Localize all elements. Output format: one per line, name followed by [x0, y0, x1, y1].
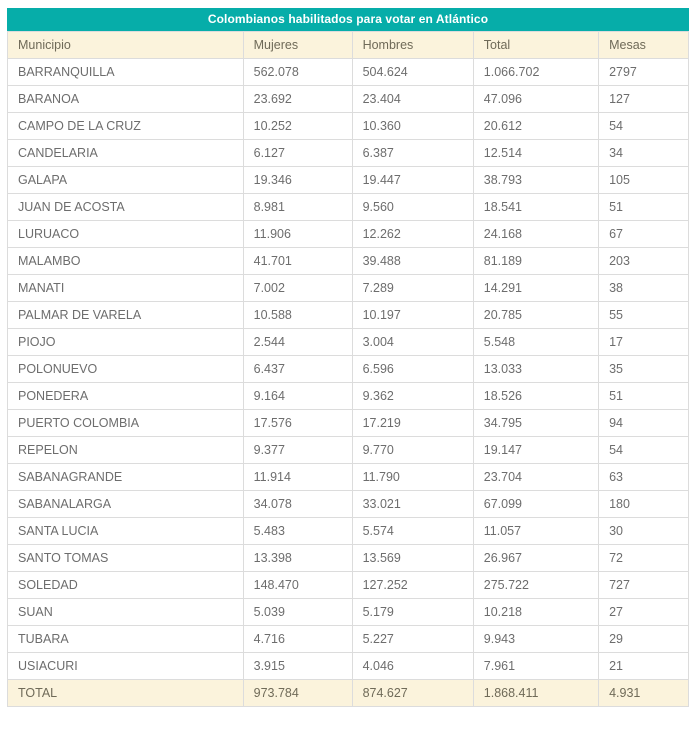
cell-hombres: 3.004 — [352, 329, 473, 356]
table-row — [8, 356, 689, 383]
cell-mesas: 21 — [599, 653, 689, 680]
cell-mujeres: 9.164 — [243, 383, 352, 410]
cell-mesas: 727 — [599, 572, 689, 599]
table-row — [8, 518, 689, 545]
total-cell-label: TOTAL — [8, 680, 244, 707]
cell-hombres: 6.596 — [352, 356, 473, 383]
cell-hombres: 127.252 — [352, 572, 473, 599]
cell-mujeres: 34.078 — [243, 491, 352, 518]
cell-total: 19.147 — [473, 437, 598, 464]
table-row — [8, 113, 689, 140]
cell-municipio: SABANAGRANDE — [8, 464, 244, 491]
cell-total: 9.943 — [473, 626, 598, 653]
cell-municipio: JUAN DE ACOSTA — [8, 194, 244, 221]
cell-mesas: 54 — [599, 113, 689, 140]
total-cell-mesas: 4.931 — [599, 680, 689, 707]
cell-municipio: SABANALARGA — [8, 491, 244, 518]
voter-table — [7, 31, 689, 707]
column-header-municipio: Municipio — [8, 32, 244, 59]
cell-mujeres: 23.692 — [243, 86, 352, 113]
cell-total: 47.096 — [473, 86, 598, 113]
cell-total: 5.548 — [473, 329, 598, 356]
cell-hombres: 5.574 — [352, 518, 473, 545]
table-row — [8, 545, 689, 572]
cell-total: 26.967 — [473, 545, 598, 572]
cell-hombres: 5.227 — [352, 626, 473, 653]
table-row — [8, 491, 689, 518]
cell-hombres: 39.488 — [352, 248, 473, 275]
cell-mesas: 127 — [599, 86, 689, 113]
column-header-mesas: Mesas — [599, 32, 689, 59]
cell-total: 24.168 — [473, 221, 598, 248]
cell-mesas: 34 — [599, 140, 689, 167]
table-row — [8, 626, 689, 653]
cell-total: 67.099 — [473, 491, 598, 518]
cell-hombres: 11.790 — [352, 464, 473, 491]
cell-hombres: 6.387 — [352, 140, 473, 167]
cell-mujeres: 41.701 — [243, 248, 352, 275]
cell-mujeres: 10.252 — [243, 113, 352, 140]
cell-mesas: 30 — [599, 518, 689, 545]
cell-mesas: 67 — [599, 221, 689, 248]
cell-total: 20.785 — [473, 302, 598, 329]
cell-municipio: TUBARA — [8, 626, 244, 653]
cell-mujeres: 17.576 — [243, 410, 352, 437]
table-row — [8, 653, 689, 680]
table-row — [8, 329, 689, 356]
cell-mujeres: 19.346 — [243, 167, 352, 194]
cell-municipio: CAMPO DE LA CRUZ — [8, 113, 244, 140]
total-cell-mujeres: 973.784 — [243, 680, 352, 707]
cell-hombres: 13.569 — [352, 545, 473, 572]
cell-mesas: 55 — [599, 302, 689, 329]
cell-total: 10.218 — [473, 599, 598, 626]
cell-mujeres: 9.377 — [243, 437, 352, 464]
cell-hombres: 33.021 — [352, 491, 473, 518]
table-row — [8, 248, 689, 275]
cell-hombres: 10.197 — [352, 302, 473, 329]
cell-municipio: PUERTO COLOMBIA — [8, 410, 244, 437]
cell-total: 20.612 — [473, 113, 598, 140]
cell-mujeres: 6.437 — [243, 356, 352, 383]
cell-hombres: 9.770 — [352, 437, 473, 464]
cell-municipio: MANATI — [8, 275, 244, 302]
table-row — [8, 599, 689, 626]
cell-municipio: SANTA LUCIA — [8, 518, 244, 545]
cell-municipio: CANDELARIA — [8, 140, 244, 167]
table-row — [8, 275, 689, 302]
cell-municipio: USIACURI — [8, 653, 244, 680]
cell-total: 34.795 — [473, 410, 598, 437]
cell-total: 11.057 — [473, 518, 598, 545]
cell-municipio: MALAMBO — [8, 248, 244, 275]
cell-mesas: 27 — [599, 599, 689, 626]
cell-total: 13.033 — [473, 356, 598, 383]
cell-mesas: 94 — [599, 410, 689, 437]
cell-mujeres: 562.078 — [243, 59, 352, 86]
cell-mesas: 105 — [599, 167, 689, 194]
table-row — [8, 167, 689, 194]
cell-mujeres: 2.544 — [243, 329, 352, 356]
table-row — [8, 194, 689, 221]
table-row — [8, 437, 689, 464]
cell-hombres: 504.624 — [352, 59, 473, 86]
cell-mesas: 51 — [599, 194, 689, 221]
column-header-hombres: Hombres — [352, 32, 473, 59]
cell-mujeres: 148.470 — [243, 572, 352, 599]
cell-mujeres: 4.716 — [243, 626, 352, 653]
total-row — [8, 680, 689, 707]
header-row — [8, 32, 689, 59]
cell-total: 12.514 — [473, 140, 598, 167]
cell-municipio: SANTO TOMAS — [8, 545, 244, 572]
cell-hombres: 17.219 — [352, 410, 473, 437]
table-row — [8, 86, 689, 113]
cell-municipio: LURUACO — [8, 221, 244, 248]
cell-mesas: 180 — [599, 491, 689, 518]
cell-total: 18.541 — [473, 194, 598, 221]
cell-total: 18.526 — [473, 383, 598, 410]
cell-hombres: 12.262 — [352, 221, 473, 248]
cell-municipio: POLONUEVO — [8, 356, 244, 383]
cell-total: 1.066.702 — [473, 59, 598, 86]
cell-mujeres: 13.398 — [243, 545, 352, 572]
cell-total: 23.704 — [473, 464, 598, 491]
cell-municipio: SUAN — [8, 599, 244, 626]
cell-municipio: PIOJO — [8, 329, 244, 356]
cell-hombres: 9.560 — [352, 194, 473, 221]
cell-municipio: BARRANQUILLA — [8, 59, 244, 86]
cell-mesas: 2797 — [599, 59, 689, 86]
table-row — [8, 140, 689, 167]
cell-mesas: 63 — [599, 464, 689, 491]
cell-hombres: 19.447 — [352, 167, 473, 194]
cell-hombres: 4.046 — [352, 653, 473, 680]
cell-mujeres: 10.588 — [243, 302, 352, 329]
cell-mujeres: 3.915 — [243, 653, 352, 680]
cell-mesas: 35 — [599, 356, 689, 383]
voter-table-container — [7, 8, 689, 707]
table-row — [8, 302, 689, 329]
cell-total: 7.961 — [473, 653, 598, 680]
cell-mesas: 17 — [599, 329, 689, 356]
column-header-mujeres: Mujeres — [243, 32, 352, 59]
cell-mujeres: 6.127 — [243, 140, 352, 167]
table-row — [8, 464, 689, 491]
cell-municipio: PALMAR DE VARELA — [8, 302, 244, 329]
cell-hombres: 9.362 — [352, 383, 473, 410]
column-header-total: Total — [473, 32, 598, 59]
table-title: Colombianos habilitados para votar en Atlántico — [7, 8, 689, 31]
cell-hombres: 5.179 — [352, 599, 473, 626]
cell-mujeres: 11.914 — [243, 464, 352, 491]
cell-municipio: REPELON — [8, 437, 244, 464]
cell-total: 81.189 — [473, 248, 598, 275]
cell-hombres: 7.289 — [352, 275, 473, 302]
cell-municipio: GALAPA — [8, 167, 244, 194]
cell-total: 275.722 — [473, 572, 598, 599]
table-row — [8, 383, 689, 410]
table-row — [8, 59, 689, 86]
cell-mesas: 29 — [599, 626, 689, 653]
cell-mesas: 38 — [599, 275, 689, 302]
cell-total: 38.793 — [473, 167, 598, 194]
cell-hombres: 23.404 — [352, 86, 473, 113]
total-cell-hombres: 874.627 — [352, 680, 473, 707]
cell-mesas: 203 — [599, 248, 689, 275]
cell-mujeres: 7.002 — [243, 275, 352, 302]
cell-hombres: 10.360 — [352, 113, 473, 140]
cell-total: 14.291 — [473, 275, 598, 302]
cell-mujeres: 11.906 — [243, 221, 352, 248]
cell-municipio: BARANOA — [8, 86, 244, 113]
cell-mujeres: 5.483 — [243, 518, 352, 545]
table-row — [8, 221, 689, 248]
table-row — [8, 410, 689, 437]
table-row — [8, 572, 689, 599]
table-body — [8, 59, 689, 680]
cell-mujeres: 8.981 — [243, 194, 352, 221]
cell-mesas: 72 — [599, 545, 689, 572]
cell-mesas: 54 — [599, 437, 689, 464]
cell-mujeres: 5.039 — [243, 599, 352, 626]
cell-municipio: SOLEDAD — [8, 572, 244, 599]
cell-mesas: 51 — [599, 383, 689, 410]
cell-municipio: PONEDERA — [8, 383, 244, 410]
total-cell-total: 1.868.411 — [473, 680, 598, 707]
